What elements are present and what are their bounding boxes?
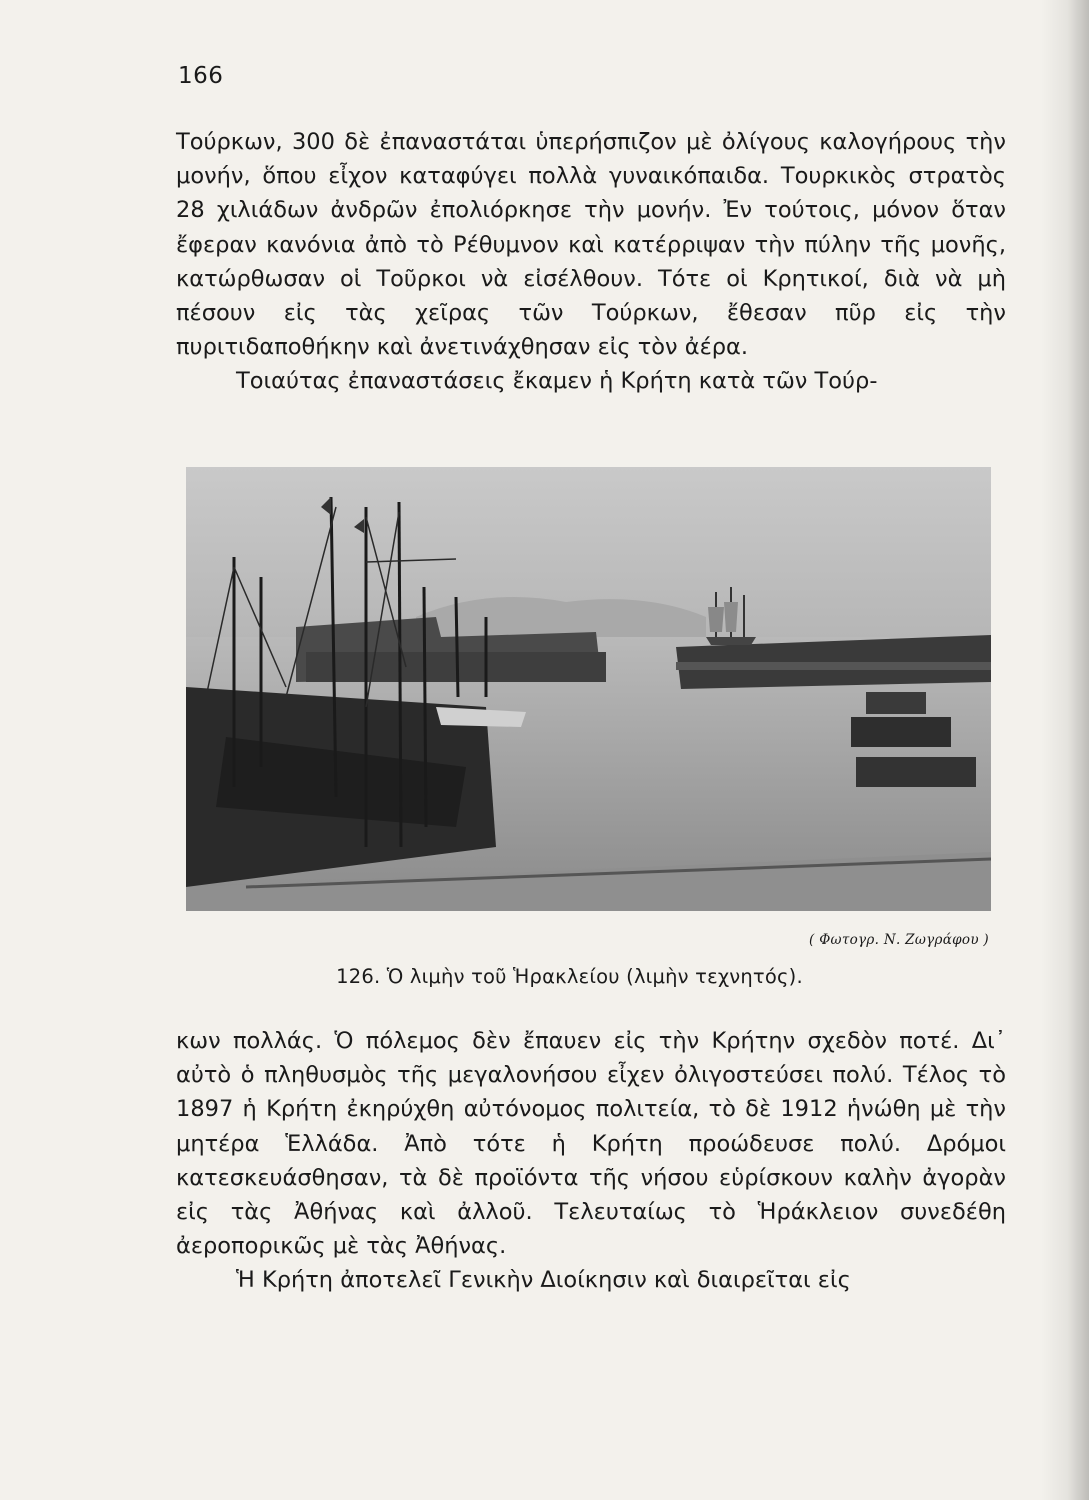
harbor-photograph [186,467,991,911]
top-text-block [176,125,1006,399]
harbor-photo-drawing [186,467,991,911]
top-paragraph-2: Τοιαύτας ἐπαναστάσεις ἔκαμεν ἡ Κρήτη κατὰ τῶν Τούρ- [236,368,878,395]
page-number: 166 [178,63,224,89]
figure-caption [0,965,1089,988]
bottom-paragraph-1: κων πολλάς. Ὁ πόλεμος δὲν ἔπαυεν εἰς τὴν Κρήτην σχεδὸν ποτέ. Δι᾽ αὐτὸ ὁ πληθυσμὸς τῆς μεγαλονήσου εἶχεν ὀλιγοστεύσει πολύ. Τέλος τὸ 1897 ἡ Κρήτη ἐκηρύχθη αὐτόνομος πολιτεία, τὸ δὲ 1912 ἡνώθη μὲ τὴν μητέρα Ἑλλάδα. Ἀπὸ τότε ἡ Κρήτη προώδευσε πολύ. Δρόμοι κατεσκευάσθησαν, τὰ δὲ προϊόντα τῆς νήσου εὑρίσκουν καλὴν ἀγορὰν εἰς τὰς Ἀθήνας καὶ ἀλλοῦ. Τελευταίως τὸ Ἡράκλειον συνεδέθη ἀεροπορικῶς μὲ τὰς Ἀθήνας. [176,1028,1006,1260]
bottom-paragraph-2: Ἡ Κρήτη ἀποτελεῖ Γενικὴν Διοίκησιν καὶ διαιρεῖται εἰς [236,1267,851,1294]
photo-credit: ( Φωτογρ. Ν. Ζωγράφου ) [809,932,989,948]
page-edge-shadow [1041,0,1089,1500]
bottom-text-block [176,1024,1006,1298]
top-paragraph-1: Τούρκων, 300 δὲ ἐπαναστάται ὑπερήσπιζον μὲ ὀλίγους καλογήρους τὴν μονήν, ὅπου εἶχον καταφύγει πολλὰ γυναικόπαιδα. Τουρκικὸς στρατὸς 28 χιλιάδων ἀνδρῶν ἐπολιόρκησε τὴν μονήν. Ἐν τούτοις, μόνον ὅταν ἔφεραν κανόνια ἀπὸ τὸ Ρέθυμνον καὶ κατέρριψαν τὴν πύλην τῆς μονῆς, κατώρθωσαν οἱ Τοῦρκοι νὰ εἰσέλθουν. Τότε οἱ Κρητικοί, διὰ νὰ μὴ πέσουν εἰς τὰς χεῖρας τῶν Τούρκων, ἔθεσαν πῦρ εἰς τὴν πυριτιδαποθήκην καὶ ἀνετινάχθησαν εἰς τὸν ἀέρα. [176,129,1006,361]
figure-caption-text: 126. Ὁ λιμὴν τοῦ Ἡρακλείου (λιμὴν τεχνητός). [336,965,803,988]
